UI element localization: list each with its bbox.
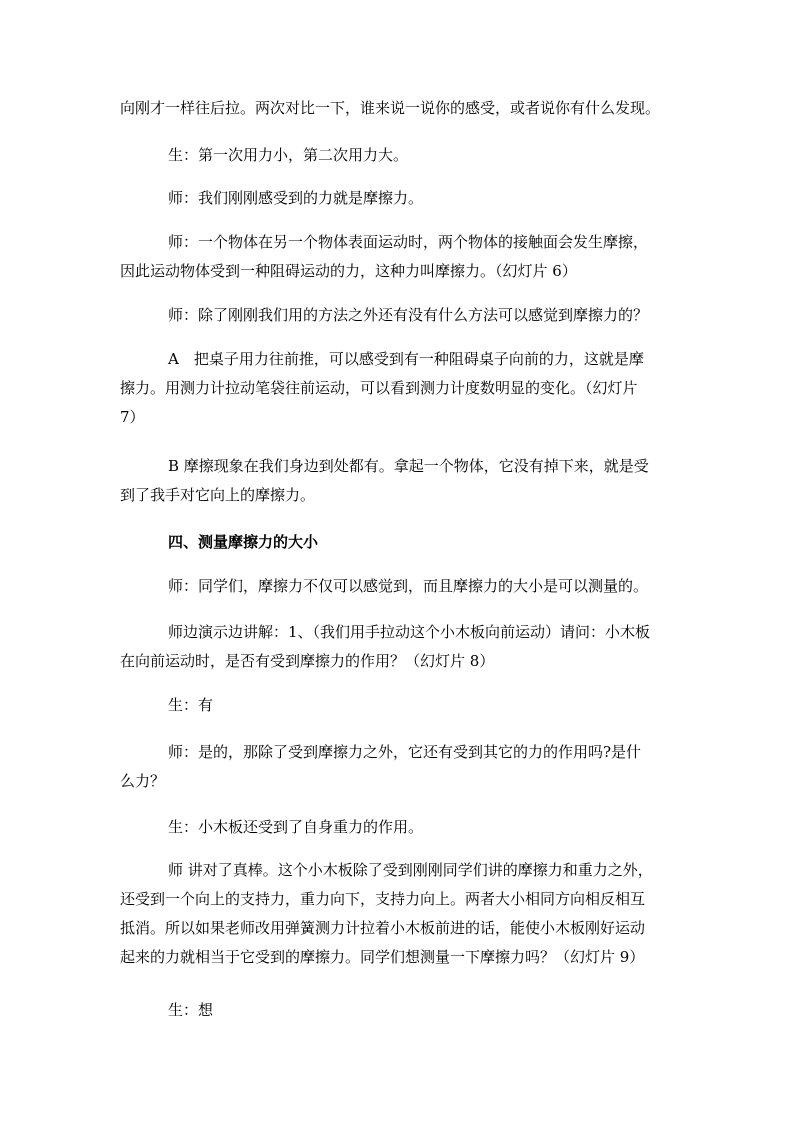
heading-text: 四、测量摩擦力的大小 bbox=[168, 533, 319, 551]
text-line: 么力？ bbox=[120, 772, 166, 790]
text-line: 师：我们刚刚感受到的力就是摩擦力。 bbox=[168, 189, 424, 207]
text-line: 擦力。用测力计拉动笔袋往前运动，可以看到测力计度数明显的变化。（幻灯片 bbox=[120, 379, 638, 397]
text-line: 师：是的，那除了受到摩擦力之外，它还有受到其它的力的作用吗?是什 bbox=[168, 743, 642, 761]
text-line: 师：一个物体在另一个物体表面运动时，两个物体的接触面会发生摩擦， bbox=[168, 233, 649, 251]
paragraph-student-yes bbox=[120, 691, 680, 720]
text-line: B 摩擦现象在我们身边到处都有。拿起一个物体，它没有掉下来，就是受 bbox=[168, 457, 649, 475]
paragraph-student-gravity bbox=[120, 813, 680, 842]
paragraph-teacher-question bbox=[120, 301, 680, 330]
paragraph-student-want bbox=[120, 996, 680, 1025]
text-line: 师：同学们，摩擦力不仅可以感觉到，而且摩擦力的大小是可以测量的。 bbox=[168, 577, 649, 595]
text-line: A 把桌子用力往前推，可以感受到有一种阻碍桌子向前的力，这就是摩 bbox=[168, 350, 644, 368]
paragraph-teacher-friction bbox=[120, 184, 680, 213]
text-line: 在向前运动时，是否有受到摩擦力的作用？（幻灯片 8） bbox=[120, 652, 495, 670]
text-line: 师：除了刚刚我们用的方法之外还有没有什么方法可以感觉到摩擦力的？ bbox=[168, 306, 649, 324]
text-line: 生：想 bbox=[168, 1001, 214, 1019]
text-line: 师边演示边讲解：1、（我们用手拉动这个小木板向前运动）请问：小木板 bbox=[168, 623, 651, 641]
paragraph-teacher-support-force bbox=[120, 856, 680, 972]
paragraph-teacher-measurable bbox=[120, 572, 680, 601]
text-line: 生：小木板还受到了自身重力的作用。 bbox=[168, 818, 424, 836]
paragraph-student-answer-1 bbox=[120, 141, 680, 170]
text-line: 7） bbox=[120, 408, 145, 426]
text-line: 起来的力就相当于它受到的摩擦力。同学们想测量一下摩擦力吗？（幻灯片 9） bbox=[120, 948, 645, 966]
paragraph-teacher-other-forces bbox=[120, 738, 680, 796]
paragraph-answer-a bbox=[120, 345, 680, 432]
text-line: 向刚才一样往后拉。两次对比一下，谁来说一说你的感受，或者说你有什么发现。 bbox=[120, 99, 661, 117]
text-line: 因此运动物体受到一种阻碍运动的力，这种力叫摩擦力。（幻灯片 6） bbox=[120, 262, 577, 280]
paragraph-friction-definition bbox=[120, 228, 680, 286]
text-line: 到了我手对它向上的摩擦力。 bbox=[120, 486, 316, 504]
text-line: 生：第一次用力小，第二次用力大。 bbox=[168, 146, 409, 164]
section-heading bbox=[120, 528, 680, 557]
paragraph-answer-b bbox=[120, 452, 680, 510]
paragraph-intro-continuation bbox=[120, 94, 680, 123]
text-line: 师 讲对了真棒。这个小木板除了受到刚刚同学们讲的摩擦力和重力之外， bbox=[168, 861, 653, 879]
paragraph-demo-explanation bbox=[120, 618, 680, 676]
text-line: 还受到一个向上的支持力，重力向下，支持力向上。两者大小相同方向相反相互 bbox=[120, 890, 646, 908]
text-line: 抵消。所以如果老师改用弹簧测力计拉着小木板前进的话，能使小木板刚好运动 bbox=[120, 919, 646, 937]
text-line: 生：有 bbox=[168, 696, 214, 714]
